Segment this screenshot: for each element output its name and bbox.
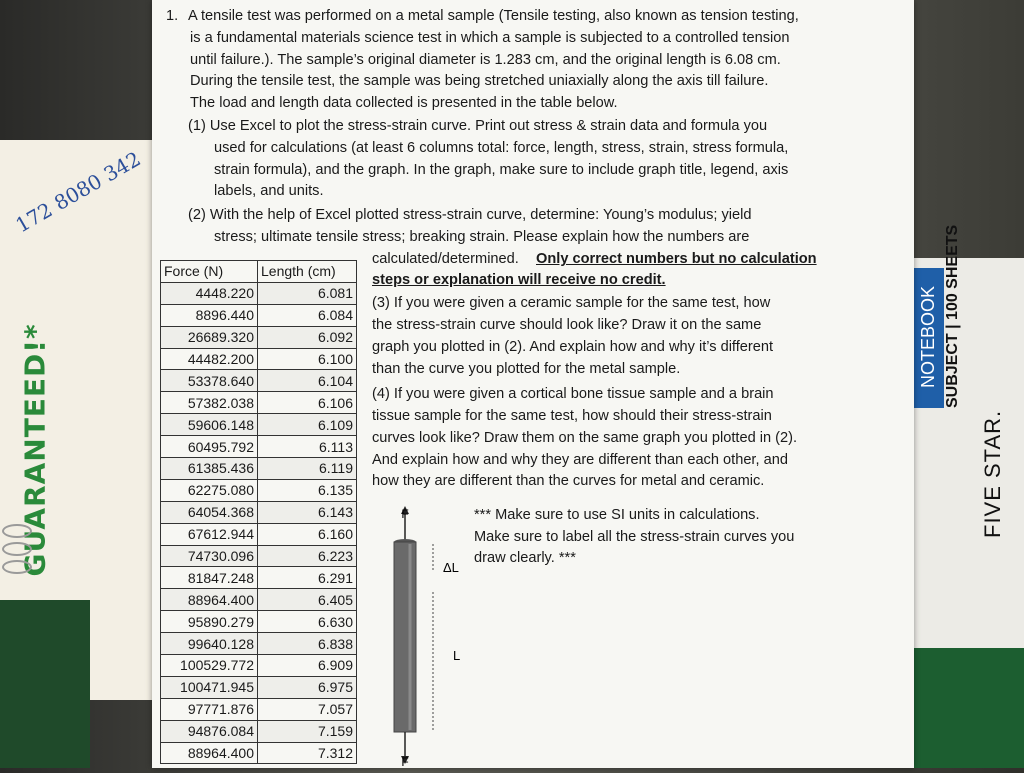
note-line: draw clearly. *** xyxy=(474,550,576,566)
part3-line: than the curve you plotted for the metal sample. xyxy=(372,361,681,377)
force-label-top: F xyxy=(401,507,409,521)
table-row xyxy=(161,720,357,742)
table-row xyxy=(161,698,357,720)
force-label-bottom: F xyxy=(401,755,409,768)
length-cell: 6.106 xyxy=(258,392,357,414)
intro-line: The load and length data collected is presented in the table below. xyxy=(190,95,618,111)
table-row xyxy=(161,545,357,567)
table-body xyxy=(161,282,357,764)
length-cell: 6.119 xyxy=(258,458,357,480)
notebook-brand: FIVE STAR. xyxy=(980,409,1005,538)
specimen-diagram xyxy=(387,500,477,768)
length-cell: 6.084 xyxy=(258,304,357,326)
force-length-table xyxy=(160,260,357,764)
intro-line: until failure.). The sample’s original diameter is 1.283 cm, and the original length is 6.08 cm. xyxy=(190,52,781,68)
table-row xyxy=(161,304,357,326)
force-cell: 74730.096 xyxy=(161,545,258,567)
table-row xyxy=(161,567,357,589)
length-cell: 6.405 xyxy=(258,589,357,611)
part2-line: calculated/determined. xyxy=(372,251,519,267)
length-cell: 6.109 xyxy=(258,414,357,436)
force-cell: 8896.440 xyxy=(161,304,258,326)
table-row xyxy=(161,479,357,501)
part2-line: stress; ultimate tensile stress; breaking strain. Please explain how the numbers are xyxy=(214,229,750,245)
force-cell: 64054.368 xyxy=(161,501,258,523)
force-cell: 26689.320 xyxy=(161,326,258,348)
length-cell: 6.838 xyxy=(258,633,357,655)
force-cell: 61385.436 xyxy=(161,458,258,480)
handwritten-note: 172 8080 342 xyxy=(11,146,145,238)
note-line: Make sure to label all the stress-strain curves you xyxy=(474,529,795,545)
force-cell: 81847.248 xyxy=(161,567,258,589)
part1-line: labels, and units. xyxy=(214,183,324,199)
note-line: *** Make sure to use SI units in calculations. xyxy=(474,507,760,523)
delta-l-label: ΔL xyxy=(443,560,459,575)
table-header-row xyxy=(161,261,357,283)
part3-line: graph you plotted in (2). And explain how and why it’s different xyxy=(372,339,774,355)
length-cell: 6.135 xyxy=(258,479,357,501)
part2-line: (2) With the help of Excel plotted stress-strain curve, determine: Young’s modulus; yield xyxy=(188,207,752,223)
part4-line: (4) If you were given a cortical bone tissue sample and a brain xyxy=(372,386,774,402)
table-row xyxy=(161,414,357,436)
table-row xyxy=(161,370,357,392)
force-cell: 60495.792 xyxy=(161,436,258,458)
force-cell: 95890.279 xyxy=(161,611,258,633)
column-header-length: Length (cm) xyxy=(258,261,357,283)
force-cell: 62275.080 xyxy=(161,479,258,501)
length-cell: 6.104 xyxy=(258,370,357,392)
length-cell: 6.975 xyxy=(258,676,357,698)
force-cell: 57382.038 xyxy=(161,392,258,414)
spiral-binding xyxy=(2,520,42,590)
table-row xyxy=(161,742,357,764)
intro-line: During the tensile test, the sample was being stretched uniaxially along the axis till failure. xyxy=(190,73,769,89)
length-cell: 6.630 xyxy=(258,611,357,633)
length-cell: 6.909 xyxy=(258,655,357,677)
notebook-banner: GUARANTEED!* xyxy=(18,323,52,577)
table-row xyxy=(161,611,357,633)
length-cell: 6.092 xyxy=(258,326,357,348)
force-cell: 100529.772 xyxy=(161,655,258,677)
force-cell: 53378.640 xyxy=(161,370,258,392)
table-row xyxy=(161,348,357,370)
part3-line: (3) If you were given a ceramic sample for the same test, how xyxy=(372,295,771,311)
specimen-cylinder xyxy=(394,542,416,732)
part4-line: And explain how and why they are different than each other, and xyxy=(372,452,788,468)
green-cover-left xyxy=(0,600,90,768)
notebook-label: NOTEBOOK xyxy=(918,285,938,388)
specimen-svg xyxy=(387,500,477,768)
worksheet-page xyxy=(152,0,914,768)
table-row xyxy=(161,458,357,480)
part1-line: used for calculations (at least 6 columns total: force, length, stress, strain, stress formula, xyxy=(214,140,789,156)
length-cell: 6.160 xyxy=(258,523,357,545)
part4-line: how they are different than the curves for metal and ceramic. xyxy=(372,473,765,489)
length-cell: 6.100 xyxy=(258,348,357,370)
force-cell: 44482.200 xyxy=(161,348,258,370)
intro-line: is a fundamental materials science test in which a sample is subjected to a controlled tension xyxy=(190,30,790,46)
credit-warning: Only correct numbers but no calculation xyxy=(536,251,817,267)
force-cell: 97771.876 xyxy=(161,698,258,720)
part4-line: curves look like? Draw them on the same graph you plotted in (2). xyxy=(372,430,798,446)
length-cell: 7.312 xyxy=(258,742,357,764)
part3-line: the stress-strain curve should look like? Draw it on the same xyxy=(372,317,762,333)
green-cover-right xyxy=(900,648,1024,768)
table-row xyxy=(161,436,357,458)
background-notebook-right xyxy=(900,224,1024,688)
table-row xyxy=(161,392,357,414)
force-cell: 4448.220 xyxy=(161,282,258,304)
part4-line: tissue sample for the same test, how should their stress-strain xyxy=(372,408,772,424)
table-row xyxy=(161,282,357,304)
intro-line: A tensile test was performed on a metal sample (Tensile testing, also known as tension testing, xyxy=(188,8,799,24)
force-cell: 88964.400 xyxy=(161,742,258,764)
length-cell: 7.159 xyxy=(258,720,357,742)
table-row xyxy=(161,501,357,523)
table-row xyxy=(161,676,357,698)
force-cell: 67612.944 xyxy=(161,523,258,545)
part1-line: (1) Use Excel to plot the stress-strain curve. Print out stress & strain data and formula you xyxy=(188,118,768,134)
table-row xyxy=(161,589,357,611)
length-cell: 7.057 xyxy=(258,698,357,720)
credit-warning: steps or explanation will receive no credit. xyxy=(372,272,666,288)
length-cell: 6.291 xyxy=(258,567,357,589)
part1-line: strain formula), and the graph. In the graph, make sure to include graph title, legend, axis xyxy=(214,162,789,178)
table-row xyxy=(161,655,357,677)
notebook-subject-label: SUBJECT | 100 SHEETS xyxy=(944,224,961,408)
force-cell: 88964.400 xyxy=(161,589,258,611)
table-row xyxy=(161,523,357,545)
force-cell: 99640.128 xyxy=(161,633,258,655)
force-cell: 59606.148 xyxy=(161,414,258,436)
table-row xyxy=(161,633,357,655)
length-cell: 6.081 xyxy=(258,282,357,304)
force-cell: 100471.945 xyxy=(161,676,258,698)
table-row xyxy=(161,326,357,348)
length-cell: 6.113 xyxy=(258,436,357,458)
length-cell: 6.143 xyxy=(258,501,357,523)
force-cell: 94876.084 xyxy=(161,720,258,742)
length-label: L xyxy=(453,648,461,663)
problem-number: 1. xyxy=(166,8,179,24)
column-header-force: Force (N) xyxy=(161,261,258,283)
length-cell: 6.223 xyxy=(258,545,357,567)
